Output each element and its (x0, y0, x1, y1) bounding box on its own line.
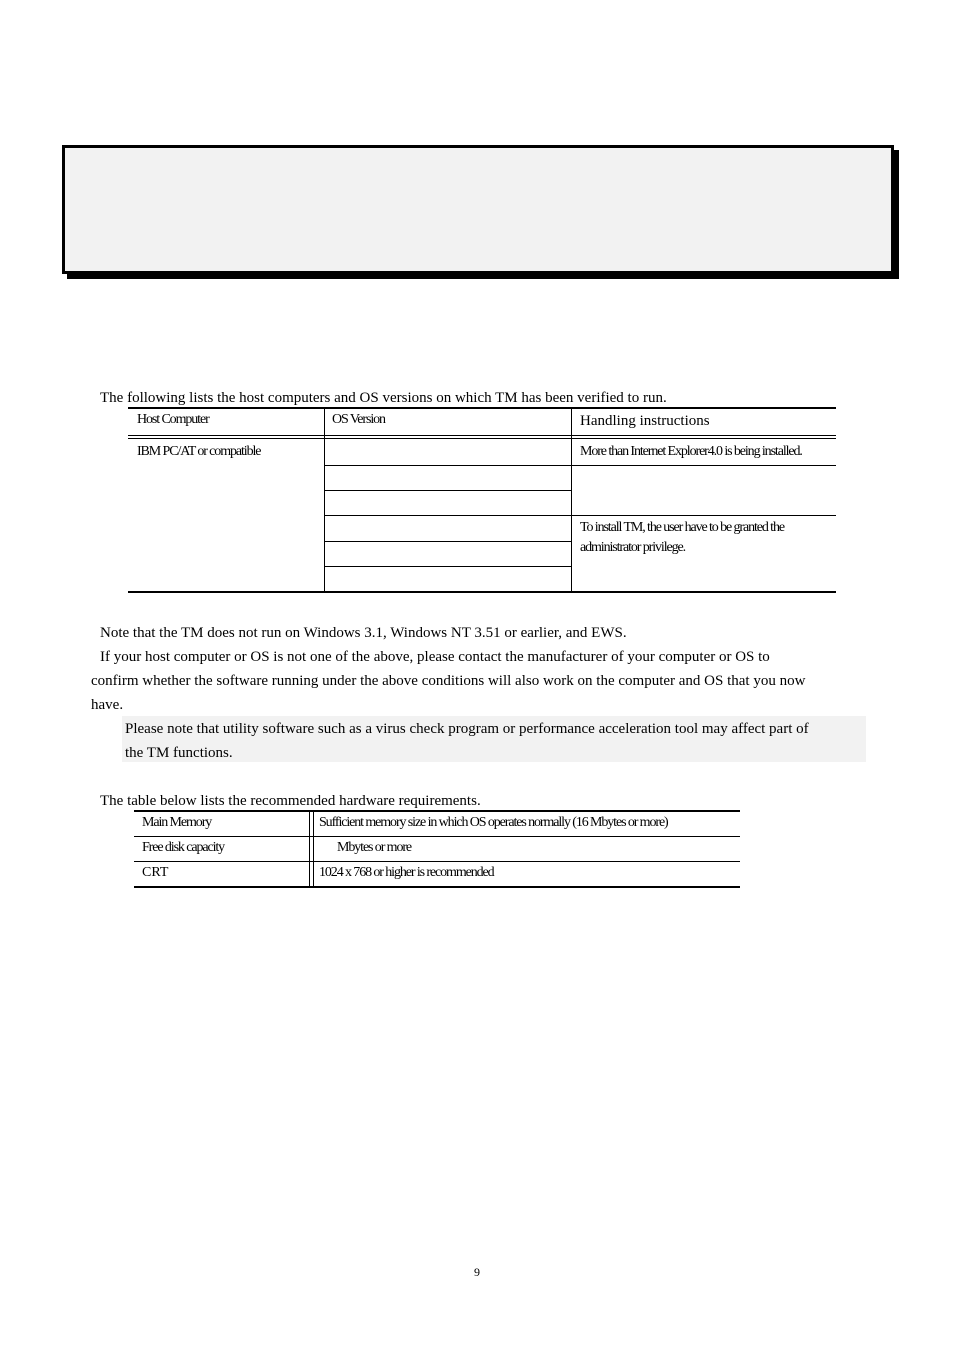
hw-value-free-disk: Mbytes or more (337, 840, 412, 855)
note-line-1: Note that the TM does not run on Windows 3.1, Windows NT 3.51 or earlier, and EWS. (100, 625, 627, 641)
hardware-table (134, 810, 740, 888)
hardware-intro-text: The table below lists the recommended hardware requirements. (100, 793, 481, 809)
intro-text: The following lists the host computers and OS versions on which TM has been verified to run. (100, 390, 667, 406)
note-line-2c: have. (91, 697, 124, 713)
hw-value-main-memory: Sufficient memory size in which OS operates normally (16 Mbytes or more) (319, 815, 668, 830)
hw-value-crt: 1024 x 768 or higher is recommended (319, 865, 494, 880)
note-line-2a: If your host computer or OS is not one of the above, please contact the manufacturer of your computer or OS to (100, 649, 770, 665)
host-computer-cell: IBM PC/AT or compatible (137, 444, 261, 459)
header-handling-instructions: Handling instructions (580, 413, 710, 429)
hw-label-crt: CRT (142, 865, 169, 880)
caution-line-1: Please note that utility software such as a virus check program or performance acceleration tool may affect part of (125, 721, 809, 737)
header-host-computer: Host Computer (137, 412, 209, 427)
caution-line-2: the TM functions. (125, 745, 233, 761)
header-os-version: OS Version (332, 412, 385, 427)
hw-label-free-disk: Free disk capacity (142, 840, 225, 855)
instruction-admin: To install TM, the user have to be granted the administrator privilege. (580, 520, 784, 555)
note-line-2b: confirm whether the software running under the above conditions will also work on the computer and OS that you now (91, 673, 806, 689)
page-number: 9 (474, 1265, 480, 1279)
chapter-title-box (62, 145, 894, 274)
host-os-table (128, 407, 836, 593)
instruction-ie: More than Internet Explorer4.0 is being installed. (580, 444, 802, 459)
hw-label-main-memory: Main Memory (142, 815, 212, 830)
